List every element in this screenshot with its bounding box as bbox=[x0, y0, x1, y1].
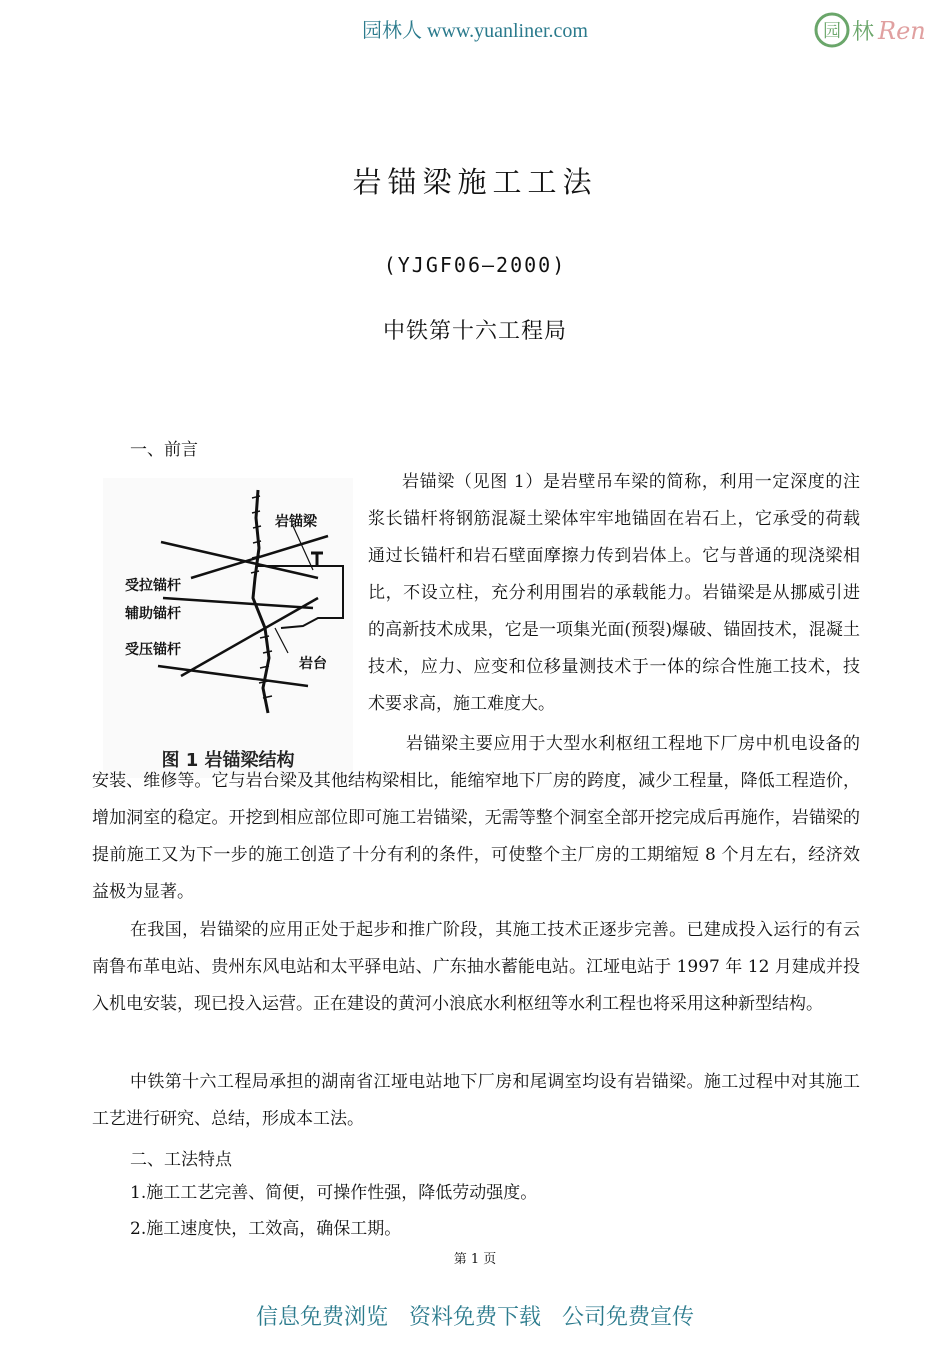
paragraph-3: 在我国，岩锚梁的应用正处于起步和推广阶段，其施工技术正逐步完善。已建成投入运行的有云南鲁布革电站、贵州东风电站和太平驿电站、广东抽水蓄能电站。江垭电站于 1997 年 12 月建成并投入机电安装，现已投入运营。正在建设的黄河小浪底水利枢纽等水利工程也将采用这种新型结构。 bbox=[92, 920, 860, 1014]
anchor-beam-diagram bbox=[103, 478, 353, 738]
feature-item-1: 1.施工工艺完善、简便，可操作性强，降低劳动强度。 bbox=[130, 1183, 538, 1203]
site-header[interactable]: 园林人 www.yuanliner.com bbox=[362, 20, 588, 42]
figure-label-compression-anchor: 受压锚杆 bbox=[125, 642, 181, 658]
footer-slogan[interactable]: 信息免费浏览 资料免费下载 公司免费宣传 bbox=[256, 1305, 694, 1330]
svg-text:Ren: Ren bbox=[878, 17, 926, 45]
section-heading-preface: 一、前言 bbox=[130, 440, 198, 460]
figure-label-anchor-beam: 岩锚梁 bbox=[275, 514, 317, 530]
figure-label-auxiliary-anchor: 辅助锚杆 bbox=[125, 606, 181, 622]
section-heading-features: 二、工法特点 bbox=[130, 1150, 232, 1170]
feature-item-2: 2.施工速度快，工效高，确保工期。 bbox=[130, 1219, 402, 1239]
svg-text:园: 园 bbox=[823, 21, 841, 42]
figure-label-rock-platform: 岩台 bbox=[299, 656, 327, 672]
document-organization: 中铁第十六工程局 bbox=[382, 319, 567, 344]
paragraph-1: 岩锚梁（见图 1）是岩壁吊车梁的简称，利用一定深度的注浆长锚杆将钢筋混凝土梁体牢牢地锚固在岩石上，它承受的荷载通过长锚杆和岩石壁面摩擦力传到岩体上。它与普通的现浇梁相比，不设立柱，充分利用围岩的承载能力。岩锚梁是从挪威引进的高新技术成果，它是一项集光面(预裂)爆破、锚固技术，混凝土技术，应力、应变和位移量测技术于一体的综合性施工技术，技术要求高，施工难度大。 bbox=[368, 472, 860, 714]
page-number: 第 1 页 bbox=[453, 1252, 497, 1267]
svg-text:林: 林 bbox=[852, 20, 875, 45]
document-title: 岩锚梁施工工法 bbox=[352, 165, 598, 199]
site-logo bbox=[812, 8, 942, 52]
paragraph-4: 中铁第十六工程局承担的湖南省江垭电站地下厂房和尾调室均设有岩锚梁。施工过程中对其施工工艺进行研究、总结，形成本工法。 bbox=[92, 1072, 860, 1129]
document-code: (YJGF06—2000) bbox=[383, 253, 567, 277]
paragraph-2: 岩锚梁主要应用于大型水利枢纽工程地下厂房中机电设备的安装、维修等。它与岩台梁及其他结构梁相比，能缩窄地下厂房的跨度，减少工程量，降低工程造价，增加洞室的稳定。开挖到相应部位即可施工岩锚梁，无需等整个洞室全部开挖完成后再施作，岩锚梁的提前施工又为下一步的施工创造了十分有利的条件，可使整个主厂房的工期缩短 8 个月左右，经济效益极为显著。 bbox=[92, 734, 860, 902]
figure-label-tension-anchor: 受拉锚杆 bbox=[125, 578, 181, 594]
figure-caption: 图 1 岩锚梁结构 bbox=[161, 750, 295, 771]
